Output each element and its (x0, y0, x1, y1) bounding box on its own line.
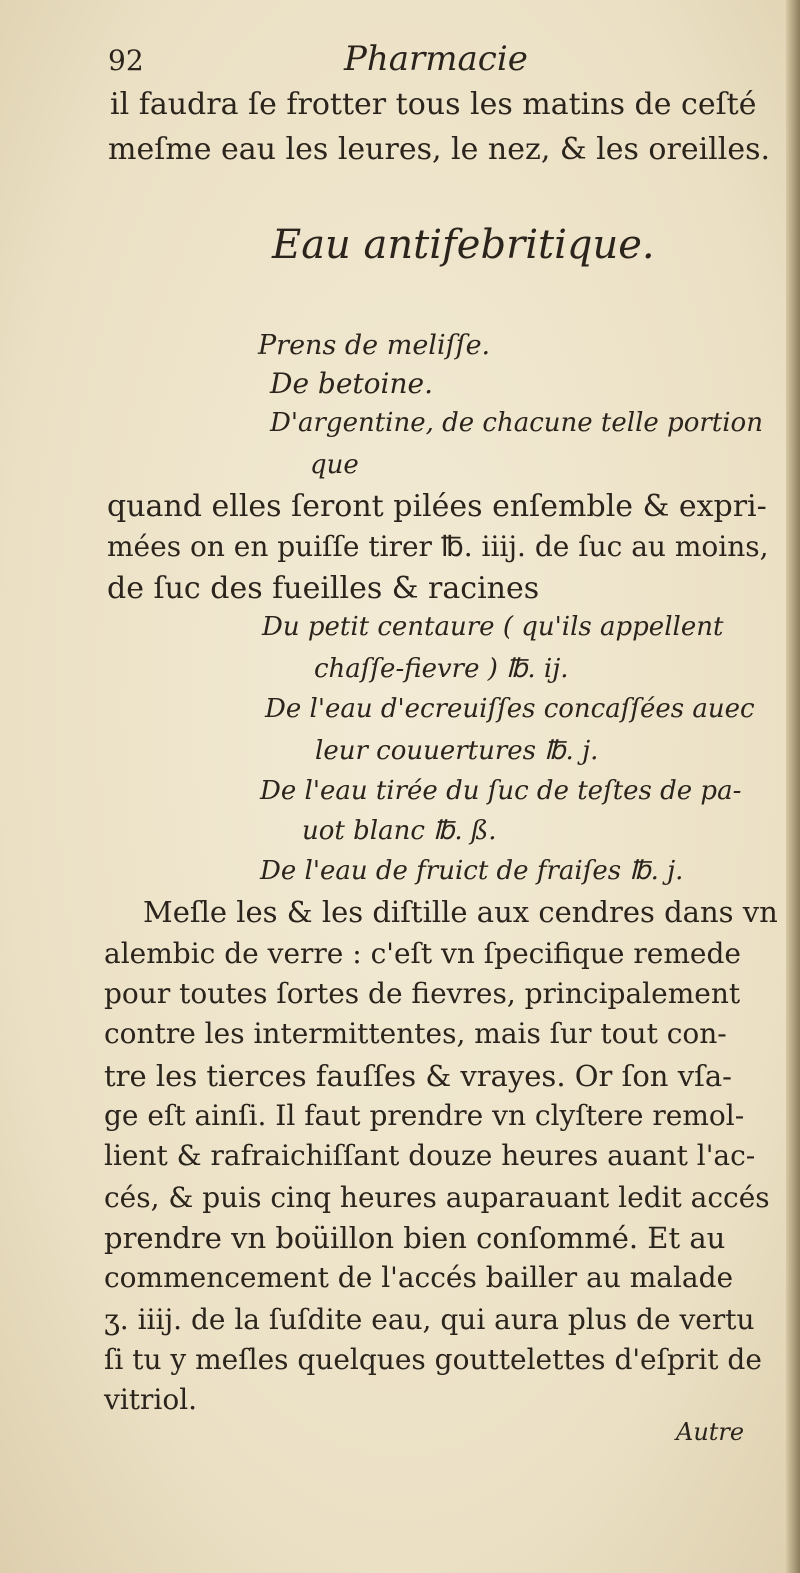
text-line: ſi tu y meſles quelques gouttelettes d'eſprit de (104, 1343, 762, 1376)
ingredient-line: De l'eau de fruict de fraiſes ℔. j. (260, 856, 684, 886)
text-line: vitriol. (104, 1383, 198, 1416)
running-head-title: Pharmacie (344, 39, 528, 79)
text-line: ge eſt ainſi. Il faut prendre vn clyſtere remol- (104, 1099, 745, 1132)
text-line: Meſle les & les diſtille aux cendres dans vn (143, 895, 778, 929)
text-line: de ſuc des fueilles & racines (107, 571, 540, 606)
page-number: 92 (108, 44, 144, 77)
ingredient-line: chaſſe-fievre ) ℔. ij. (314, 654, 569, 684)
section-title: Eau antifebritique. (272, 222, 655, 268)
text-line: contre les intermittentes, mais ſur tout con- (104, 1017, 727, 1050)
text-line: pour toutes ſortes de fievres, principalement (104, 977, 741, 1010)
text-line: il faudra ſe frotter tous les matins de ceſté (110, 87, 757, 122)
catchword: Autre (676, 1418, 745, 1446)
ingredient-line: leur couuertures ℔. j. (315, 736, 599, 766)
recipe-line: De betoine. (270, 367, 433, 400)
text-line: alembic de verre : c'eſt vn ſpecifique remede (104, 937, 741, 970)
text-line: commencement de l'accés bailler au malade (104, 1261, 734, 1294)
text-line: prendre vn boüillon bien conſommé. Et au (104, 1221, 726, 1255)
text-line: lient & rafraichiſſant douze heures auant l'ac- (104, 1139, 756, 1172)
text-line: quand elles ſeront pilées enſemble & expri- (107, 489, 767, 524)
text-line: tre les tierces fauſſes & vrayes. Or ſon vſa- (104, 1059, 732, 1093)
text-line: mées on en puiſſe tirer ℔. iiij. de ſuc au moins, (107, 530, 769, 563)
ingredient-line: uot blanc ℔. ß. (302, 816, 497, 846)
recipe-line: que (310, 450, 359, 480)
ingredient-line: De l'eau d'ecreuiſſes concaſſées auec (265, 694, 755, 724)
recipe-line: Prens de meliſſe. (258, 330, 491, 361)
text-line: cés, & puis cinq heures auparauant ledit accés (104, 1181, 770, 1214)
page-edge (786, 0, 800, 1573)
ingredient-line: Du petit centaure ( qu'ils appellent (262, 612, 724, 642)
text-line: ʒ. iiij. de la ſuſdite eau, qui aura plus de vertu (104, 1303, 755, 1336)
recipe-line: D'argentine, de chacune telle portion (270, 408, 763, 438)
ingredient-line: De l'eau tirée du ſuc de teſtes de pa- (260, 776, 742, 806)
text-line: meſme eau les leures, le nez, & les oreilles. (108, 132, 771, 167)
